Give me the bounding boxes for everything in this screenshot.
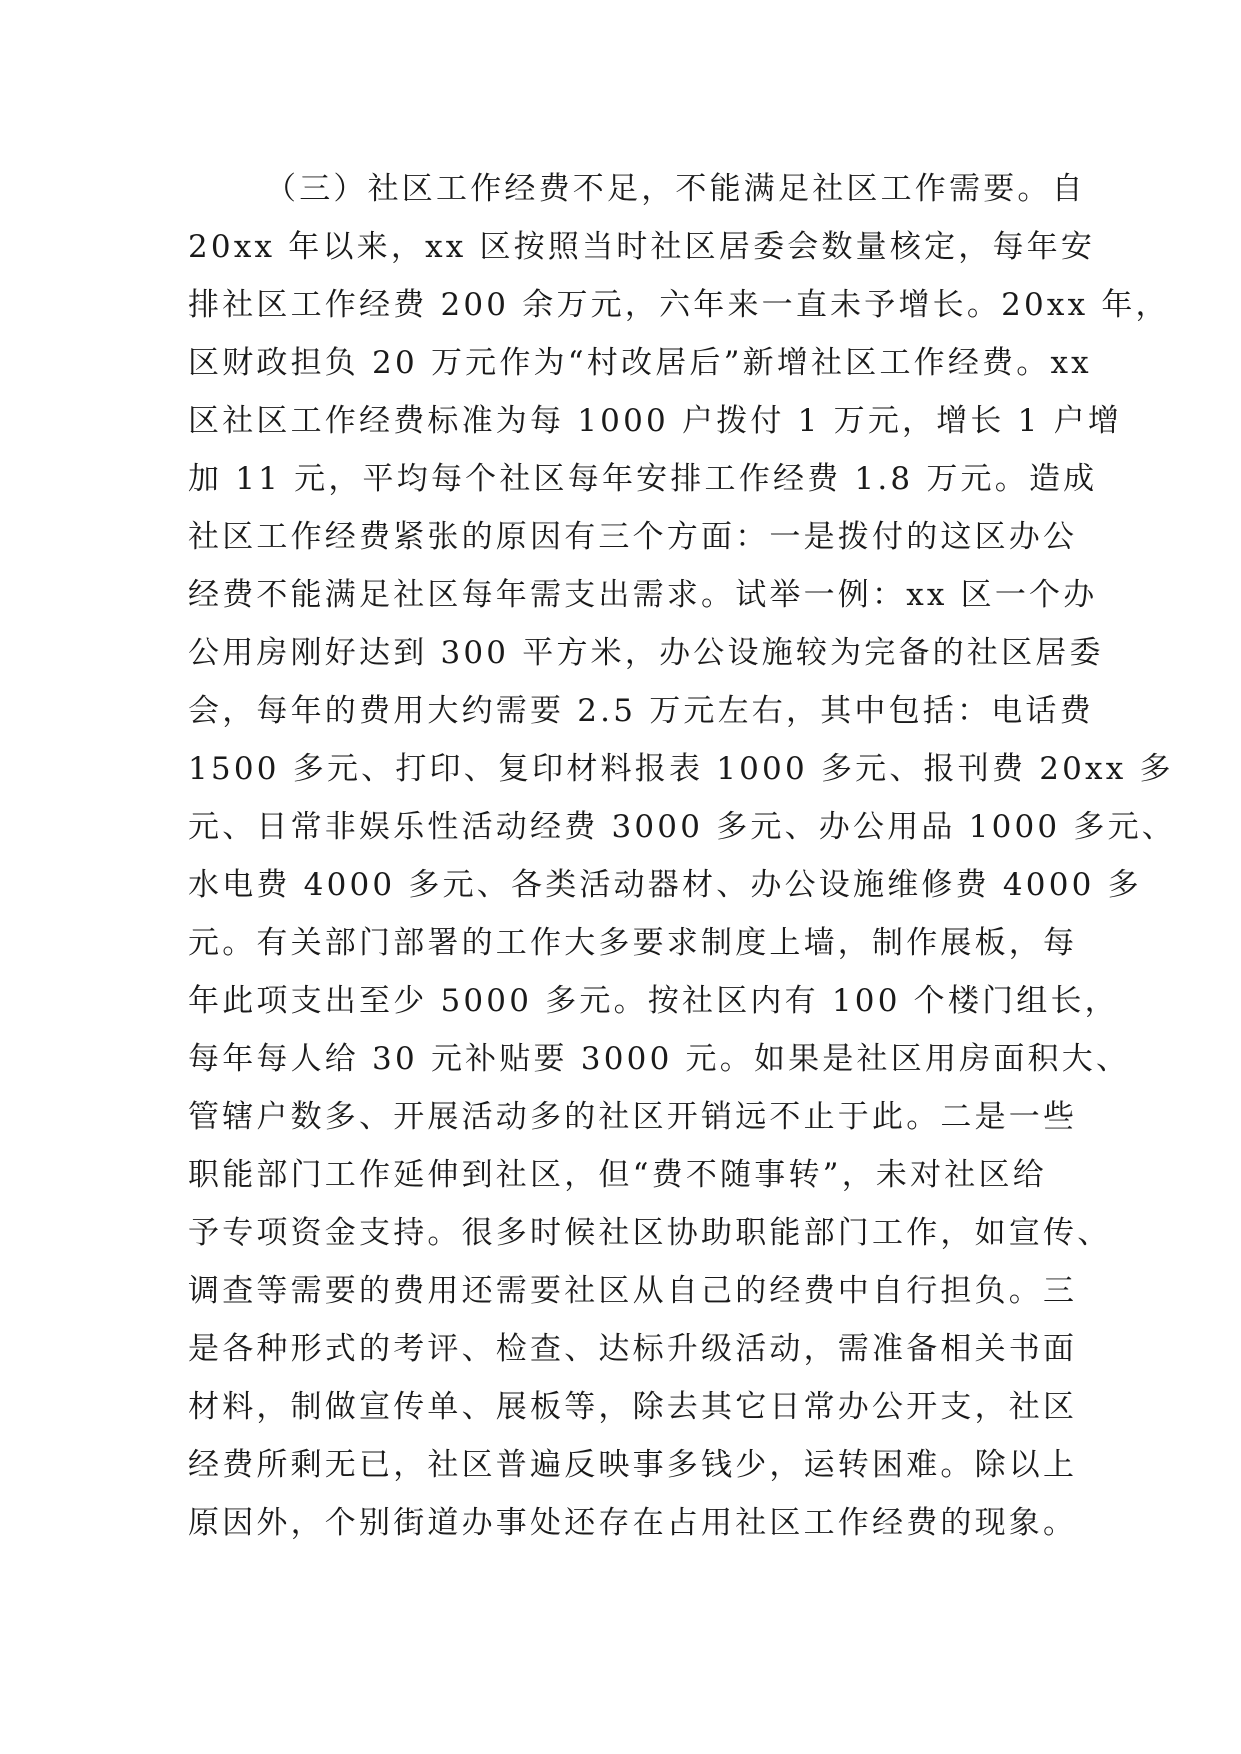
paragraph-line: （三）社区工作经费不足，不能满足社区工作需要。自 [265,171,1086,207]
paragraph-line: 调查等需要的费用还需要社区从自己的经费中自行担负。三 [188,1273,1078,1309]
paragraph-line: 材料，制做宣传单、展板等，除去其它日常办公开支，社区 [188,1389,1078,1425]
paragraph-line: 排社区工作经费 200 余万元，六年来一直未予增长。20xx 年， [188,287,1170,323]
body-paragraph [188,160,1176,1552]
paragraph-line: 20xx 年以来，xx 区按照当时社区居委会数量核定，每年安 [188,229,1096,265]
paragraph-line: 社区工作经费紧张的原因有三个方面：一是拨付的这区办公 [188,519,1078,555]
paragraph-line: 水电费 4000 多元、各类活动器材、办公设施维修费 4000 多 [188,867,1142,903]
paragraph-line: 加 11 元，平均每个社区每年安排工作经费 1.8 万元。造成 [188,461,1098,497]
paragraph-line: 经费所剩无已，社区普遍反映事多钱少，运转困难。除以上 [188,1447,1078,1483]
paragraph-line: 年此项支出至少 5000 多元。按社区内有 100 个楼门组长， [188,983,1119,1019]
paragraph-line: 区财政担负 20 万元作为“村改居后”新增社区工作经费。xx [188,345,1092,381]
paragraph-line: 管辖户数多、开展活动多的社区开销远不止于此。二是一些 [188,1099,1078,1135]
paragraph-line: 会，每年的费用大约需要 2.5 万元左右，其中包括：电话费 [188,693,1094,729]
paragraph-line: 元。有关部门部署的工作大多要求制度上墙，制作展板，每 [188,925,1078,961]
paragraph-line: 公用房刚好达到 300 平方米，办公设施较为完备的社区居委 [188,635,1104,671]
paragraph-line: 职能部门工作延伸到社区，但“费不随事转”，未对社区给 [188,1157,1047,1193]
paragraph-line: 元、日常非娱乐性活动经费 3000 多元、办公用品 1000 多元、 [188,809,1176,845]
paragraph-line: 予专项资金支持。很多时候社区协助职能部门工作，如宣传、 [188,1215,1112,1251]
paragraph-line: 1500 多元、打印、复印材料报表 1000 多元、报刊费 20xx 多 [188,751,1174,787]
paragraph-line: 是各种形式的考评、检查、达标升级活动，需准备相关书面 [188,1331,1078,1367]
paragraph-line: 每年每人给 30 元补贴要 3000 元。如果是社区用房面积大、 [188,1041,1131,1077]
paragraph-line: 区社区工作经费标准为每 1000 户拨付 1 万元，增长 1 户增 [188,403,1123,439]
paragraph-line: 经费不能满足社区每年需支出需求。试举一例：xx 区一个办 [188,577,1098,613]
paragraph-line: 原因外，个别街道办事处还存在占用社区工作经费的现象。 [188,1505,1078,1541]
